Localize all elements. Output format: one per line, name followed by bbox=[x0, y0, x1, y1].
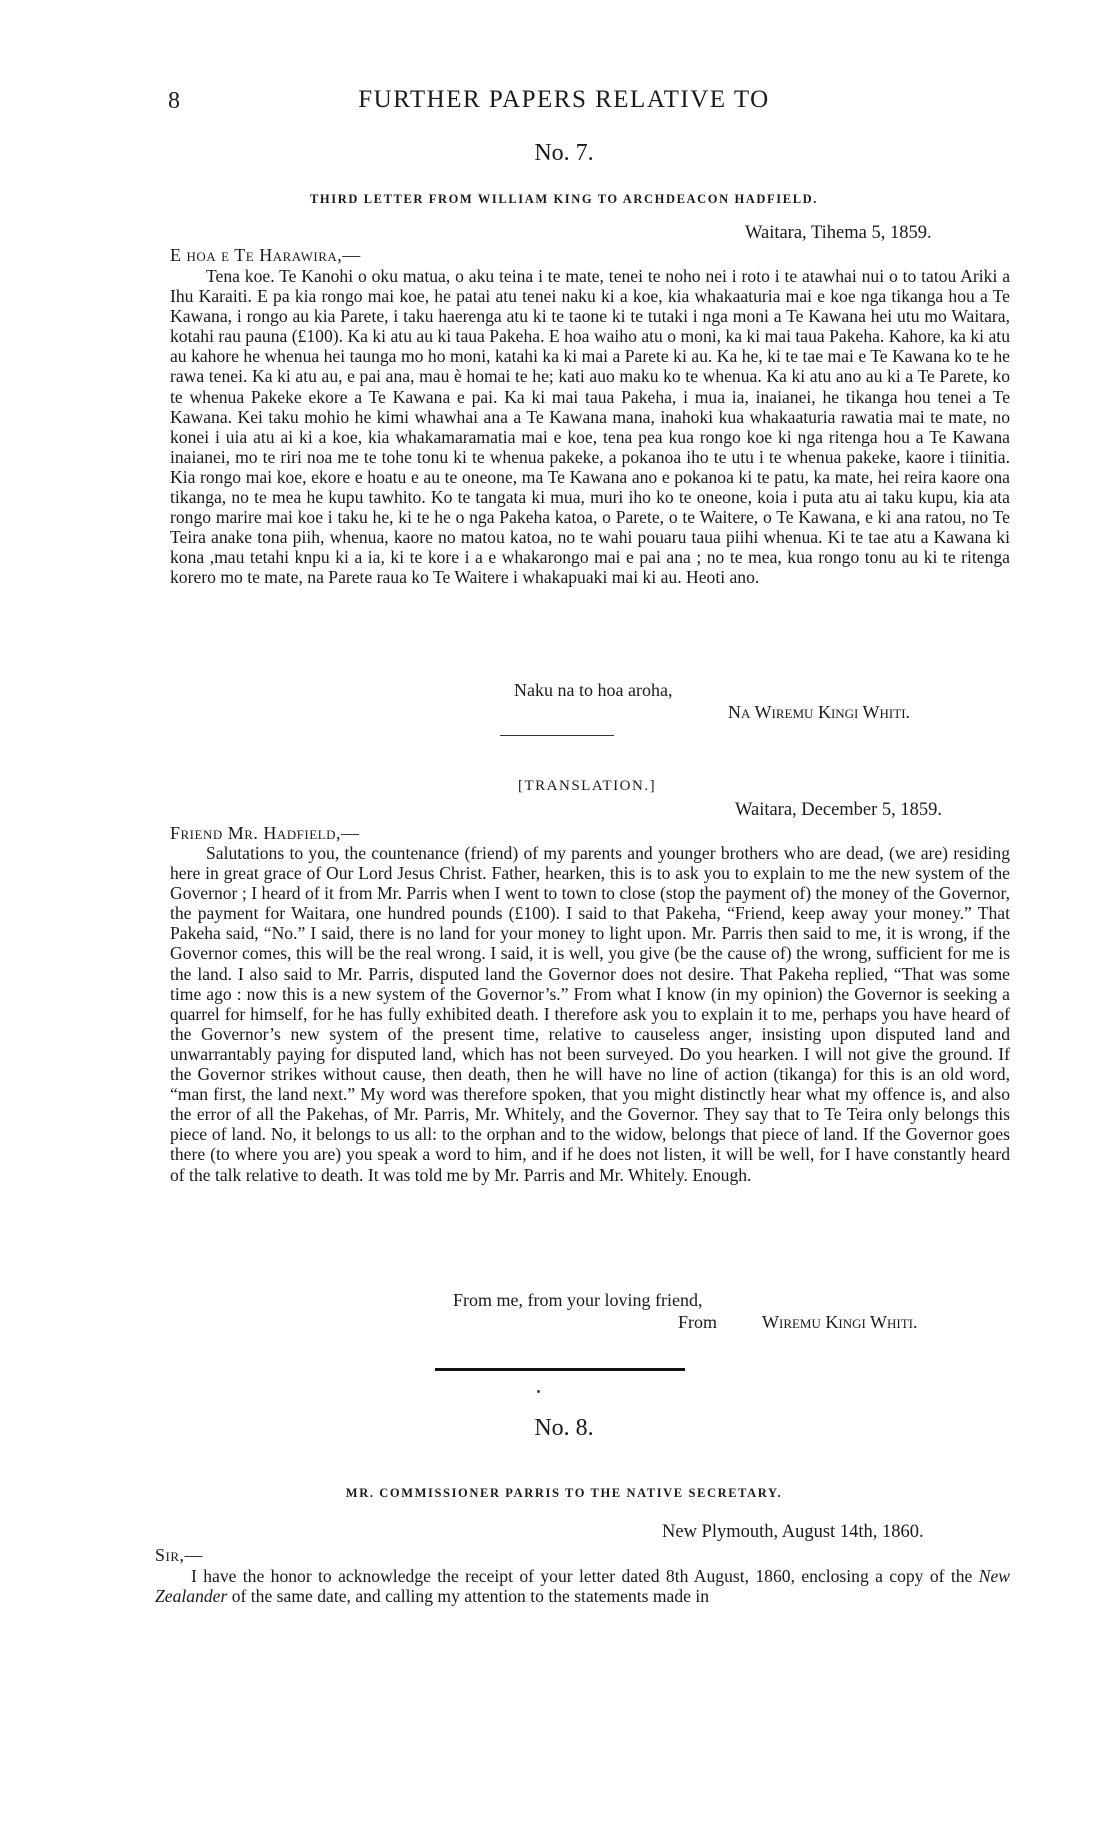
running-title: FURTHER PAPERS RELATIVE TO bbox=[358, 86, 770, 113]
section-divider bbox=[500, 735, 614, 736]
doc7-closing: Naku na to hoa aroha, bbox=[514, 680, 673, 700]
doc8-body-after: of the same date, and calling my attention to the statements made in bbox=[227, 1586, 710, 1607]
doc8-salutation: Sir,— bbox=[155, 1545, 204, 1565]
doc7-signature: Na Wiremu Kingi Whiti. bbox=[728, 702, 911, 722]
document-separator bbox=[435, 1368, 685, 1371]
doc7-salutation: E hoa e Te Harawira,— bbox=[170, 245, 361, 265]
translation-from-word: From bbox=[678, 1312, 718, 1332]
doc7-place-date: Waitara, Tihema 5, 1859. bbox=[745, 223, 932, 243]
doc8-number: No. 8. bbox=[534, 1415, 594, 1441]
translation-closing: From me, from your loving friend, bbox=[453, 1290, 703, 1310]
translation-body: Salutations to you, the countenance (friend) of my parents and younger brothers who are dead, (we are) residing here in great grace of Our Lord Jesus Christ. Father, hearken, this is to ask you to explain to me the new system of the Governor ; I heard of it from Mr. Parris when I went to town to close (stop the payment of) the money of the Governor, the payment for Waitara, one hundred pounds (£100). I said to that Pakeha, “Friend, keep away your money.” That Pakeha said, “No.” I said, there is no land for your money to light upon. Mr. Parris then said to me, it is wrong, if the Governor comes, this will be the real wrong. I said, it is well, you give (be the cause of) the wrong, sufficient for me is the land. I also said to Mr. Parris, disputed land the Governor does not desire. That Pakeha replied, “That was some time ago : now this is a new system of the Governor’s.” From what I know (in my opinion) the Governor is seeking a quarrel for himself, for he has fully exhibited death. I therefore ask you to explain it to me, perhaps you have heard of the Governor’s new system of the present time, relative to causeless anger, insisting upon disputed land and unwarrantably paying for disputed land, which has not been surveyed. Do you hearken. I will not give the ground. If the Governor strikes without cause, then death, then he will have no line of action (tikanga) for this is an old word, “man first, the land next.” My word was therefore spoken, that you might distinctly hear what my offence is, and also the error of all the Pakehas, of Mr. Parris, Mr. Whitely, and the Governor. They say that to Te Teira only belongs this piece of land. No, it belongs to us all: to the orphan and to the widow, belongs that piece of land. If the Governor goes there (to where you are) you speak a word to him, and if he does not listen, it will be well, for I have constantly heard of the talk relative to death. It was told me by Mr. Parris and Mr. Whitely. Enough. bbox=[170, 843, 1010, 1185]
doc7-number: No. 7. bbox=[534, 140, 594, 166]
doc8-heading: MR. COMMISSIONER PARRIS TO THE NATIVE SECRETARY. bbox=[345, 1486, 783, 1500]
page-number: 8 bbox=[168, 88, 180, 114]
print-speck bbox=[537, 1390, 540, 1393]
doc8-body bbox=[155, 1566, 1010, 1606]
newspaper-title: New Zealander bbox=[155, 1566, 1010, 1607]
doc7-body: Tena koe. Te Kanohi o oku matua, o aku teina i te mate, tenei te noho nei i roto i te atawhai nui o to tatou Ariki a Ihu Karaiti. E pa kia rongo mai koe, he patai atu tenei naku ki a koe, kia whakaaturia mai e koe nga tikanga hou a Te Kawana, i rongo au kia Parete, i taku haerenga atu ki te taone ki te tutaki i nga moni a Te Kawana hei utu mo Waitara, kotahi rau pauna (£100). Ka ki atu au ki taua Pakeha. E hoa waiho atu o moni, ka ki mai taua Pakeha. Kahore, ka ki atu au kahore he whenua hei taunga mo ho moni, katahi ka ki mai a Parete ki au. Ka he, ki te tae mai e Te Kawana ko te he rawa tenei. Ka ki atu au, e pai ana, mau è homai te he; kati auo maku ko te whenua. Ka ki atu ano au ki a Te Parete, ko te whenua Pakeke ekore a Te Kawana e pai. Ka ki mai taua Pakeha, i mua ia, inaianei, he tikanga hou tenei a Te Kawana. Kei taku mohio he kimi whawhai ana a Te Kawana mana, inahoki kua whakaaturia rawatia mai te mate, no konei i uia atu ai ki a koe, kia whakamaramatia mai e koe, tena pea kua rongo koe ki nga ritenga hou a Te Kawana inaianei, mo te riri noa me te tohe tonu ki te whenua pakeke, a pokanoa iho te utu i te whenua pakeke, kaore i tiinitia. Kia rongo mai koe, ekore e hoatu e au te oneone, ma Te Kawana ano e pokanoa ki te patu, ka mate, hei reira kaore ona tikanga, no te mea he kupu tawhito. Ko te tangata ki mua, muri iho ko te oneone, koia i puta atu ai taku kupu, kia ata rongo marire mai koe i taku he, ki te he o nga Pakeha katoa, o Parete, o te Waitere, o Te Kawana, e ki ana ratou, no Te Teira anake tona piih, whenua, kaore no matou katoa, no te wahi pouaru taua piihi whenua. Ki te tae atu a Kawana ki kona ,mau tetahi knpu ki a ia, ki te kore i a e whakarongo mai e pai ana ; no te mea, kua rongo tonu au ki te ritenga korero mo te mate, na Parete raua ko Te Waitere i whakapuaki mai ki au. Heoti ano. bbox=[170, 266, 1010, 588]
translation-signature: Wiremu Kingi Whiti. bbox=[762, 1312, 918, 1332]
doc8-body-before: I have the honor to acknowledge the receipt of your letter dated 8th August, 1860, enclosing a copy of the bbox=[191, 1566, 979, 1586]
doc8-place-date: New Plymouth, August 14th, 1860. bbox=[662, 1522, 924, 1542]
translation-label: [TRANSLATION.] bbox=[518, 778, 657, 794]
doc7-heading: THIRD LETTER FROM WILLIAM KING TO ARCHDEACON HADFIELD. bbox=[310, 192, 818, 206]
translation-salutation: Friend Mr. Hadfield,— bbox=[170, 823, 360, 843]
translation-place-date: Waitara, December 5, 1859. bbox=[735, 800, 943, 820]
